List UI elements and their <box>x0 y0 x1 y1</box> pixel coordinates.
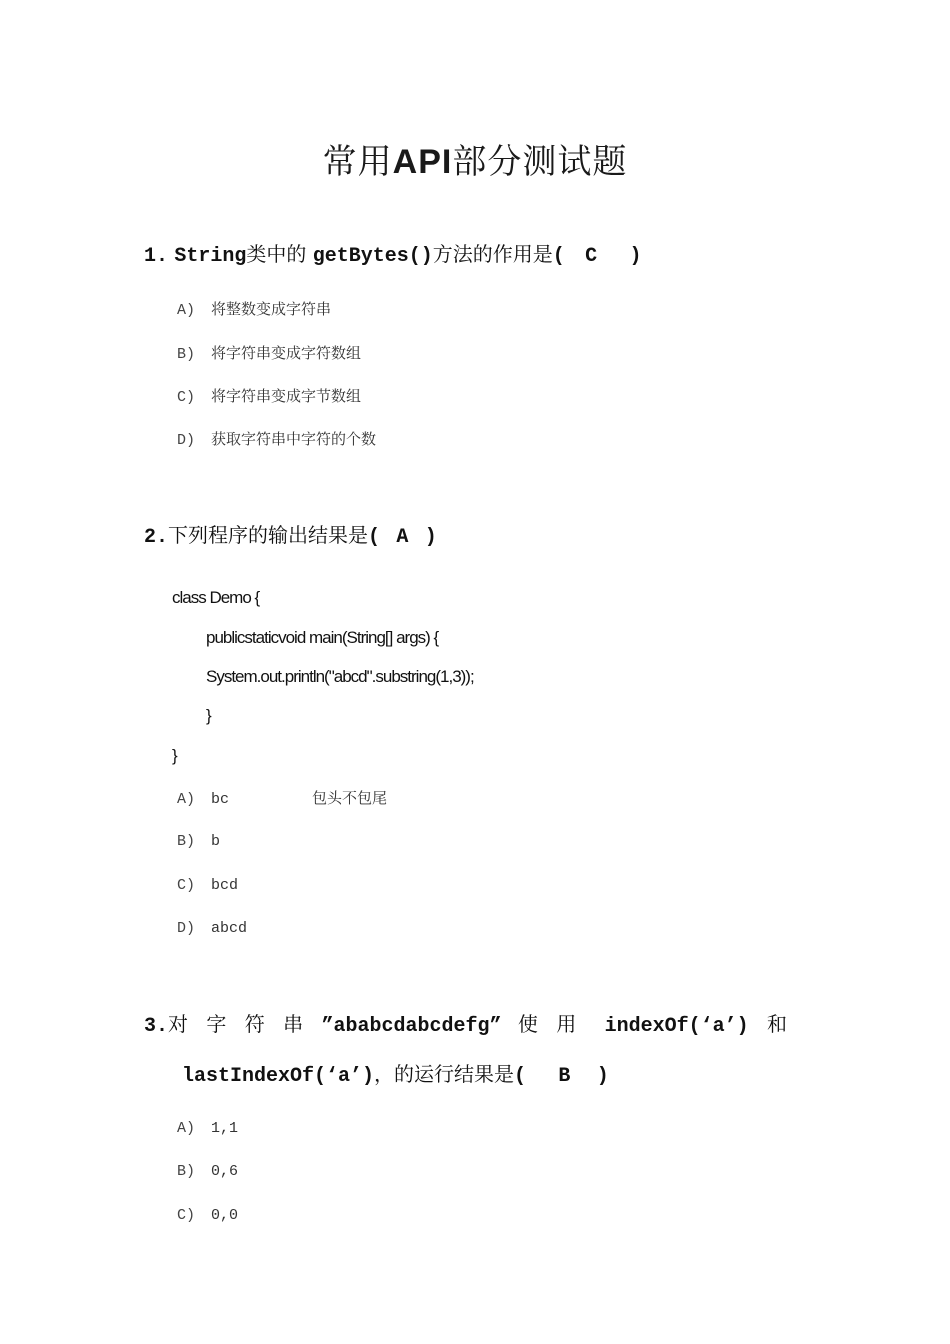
option <box>177 789 229 808</box>
option <box>177 1118 238 1137</box>
q2-text: 下列程序的输出结果是 <box>168 523 369 547</box>
option-label: D) <box>177 920 196 937</box>
option <box>177 385 361 406</box>
option-label: C) <box>177 877 196 894</box>
q1-class-name: String <box>174 245 247 268</box>
option <box>177 1205 238 1224</box>
option-text: abcd <box>211 920 248 937</box>
q1-text: 类中的 <box>246 242 307 266</box>
answer-open-paren: ( <box>552 245 565 268</box>
question-2 <box>144 519 437 549</box>
answer: A <box>396 526 409 549</box>
code-line: class Demo { <box>172 588 260 607</box>
answer-close-paren: ) <box>424 526 437 549</box>
option-label: A) <box>177 1120 196 1137</box>
code-line: publicstaticvoid main(String[] args) { <box>206 628 439 647</box>
code-line: System.out.println("abcd".substring(1,3)); <box>206 667 474 686</box>
title-api: API <box>392 143 453 181</box>
option-label: D) <box>177 432 196 449</box>
option-label: B) <box>177 1163 196 1180</box>
q3-word: 串 <box>283 1012 304 1036</box>
option-text: 0,6 <box>211 1163 239 1180</box>
code-line: } <box>172 746 177 765</box>
q1-method-name: getBytes() <box>312 245 433 268</box>
question-number: 3. <box>144 1015 169 1038</box>
option-text: b <box>211 833 221 850</box>
question-number: 1. <box>144 245 169 268</box>
q3-method-indexof: indexOf(‘a’) <box>604 1015 749 1038</box>
option-label: C) <box>177 389 196 406</box>
question-3-line-2 <box>182 1058 609 1088</box>
option-text: 获取字符串中字符的个数 <box>211 430 377 448</box>
q3-word: 对 <box>168 1012 189 1036</box>
question-3 <box>144 1008 787 1038</box>
q3-word: 用 <box>556 1012 577 1036</box>
option-text: 1,1 <box>211 1120 239 1137</box>
question-number: 2. <box>144 526 169 549</box>
option-text: 将字符串变成字节数组 <box>211 387 362 405</box>
question-1 <box>144 238 642 268</box>
q3-method-lastindexof: lastIndexOf(‘a’) <box>182 1065 375 1088</box>
option-text: 将字符串变成字符数组 <box>211 344 362 362</box>
answer-close-paren: ) <box>629 245 642 268</box>
q3-word: 字 <box>206 1012 227 1036</box>
q3-text: ，的运行结果是 <box>374 1062 515 1086</box>
q3-word: 使 <box>517 1012 538 1036</box>
option <box>177 342 361 363</box>
answer: B <box>558 1065 571 1088</box>
option-text: bc <box>211 791 230 808</box>
option-label: A) <box>177 791 196 808</box>
option-label: C) <box>177 1207 196 1224</box>
title-suffix: 部分测试题 <box>452 142 628 182</box>
q3-word: 和 <box>766 1012 787 1036</box>
answer-note: 包头不包尾 <box>312 789 388 807</box>
answer: C <box>585 245 598 268</box>
option <box>177 875 238 894</box>
option-label: B) <box>177 833 196 850</box>
option <box>177 298 331 319</box>
option-text: 将整数变成字符串 <box>211 300 332 318</box>
q3-word: 符 <box>244 1012 265 1036</box>
option-text: bcd <box>211 877 239 894</box>
q1-text-2: 方法的作用是 <box>432 242 553 266</box>
title-prefix: 常用 <box>322 142 393 182</box>
q3-string-literal: ”ababcdabcdefg” <box>321 1015 502 1038</box>
option <box>177 918 247 937</box>
option <box>177 428 376 449</box>
page-title <box>0 134 950 183</box>
option-label: A) <box>177 302 196 319</box>
answer-open-paren: ( <box>514 1065 527 1088</box>
option <box>177 831 220 850</box>
answer-open-paren: ( <box>368 526 381 549</box>
code-line: } <box>206 706 211 725</box>
option-text: 0,0 <box>211 1207 239 1224</box>
option <box>177 1161 238 1180</box>
answer-close-paren: ) <box>596 1065 609 1088</box>
option-label: B) <box>177 346 196 363</box>
